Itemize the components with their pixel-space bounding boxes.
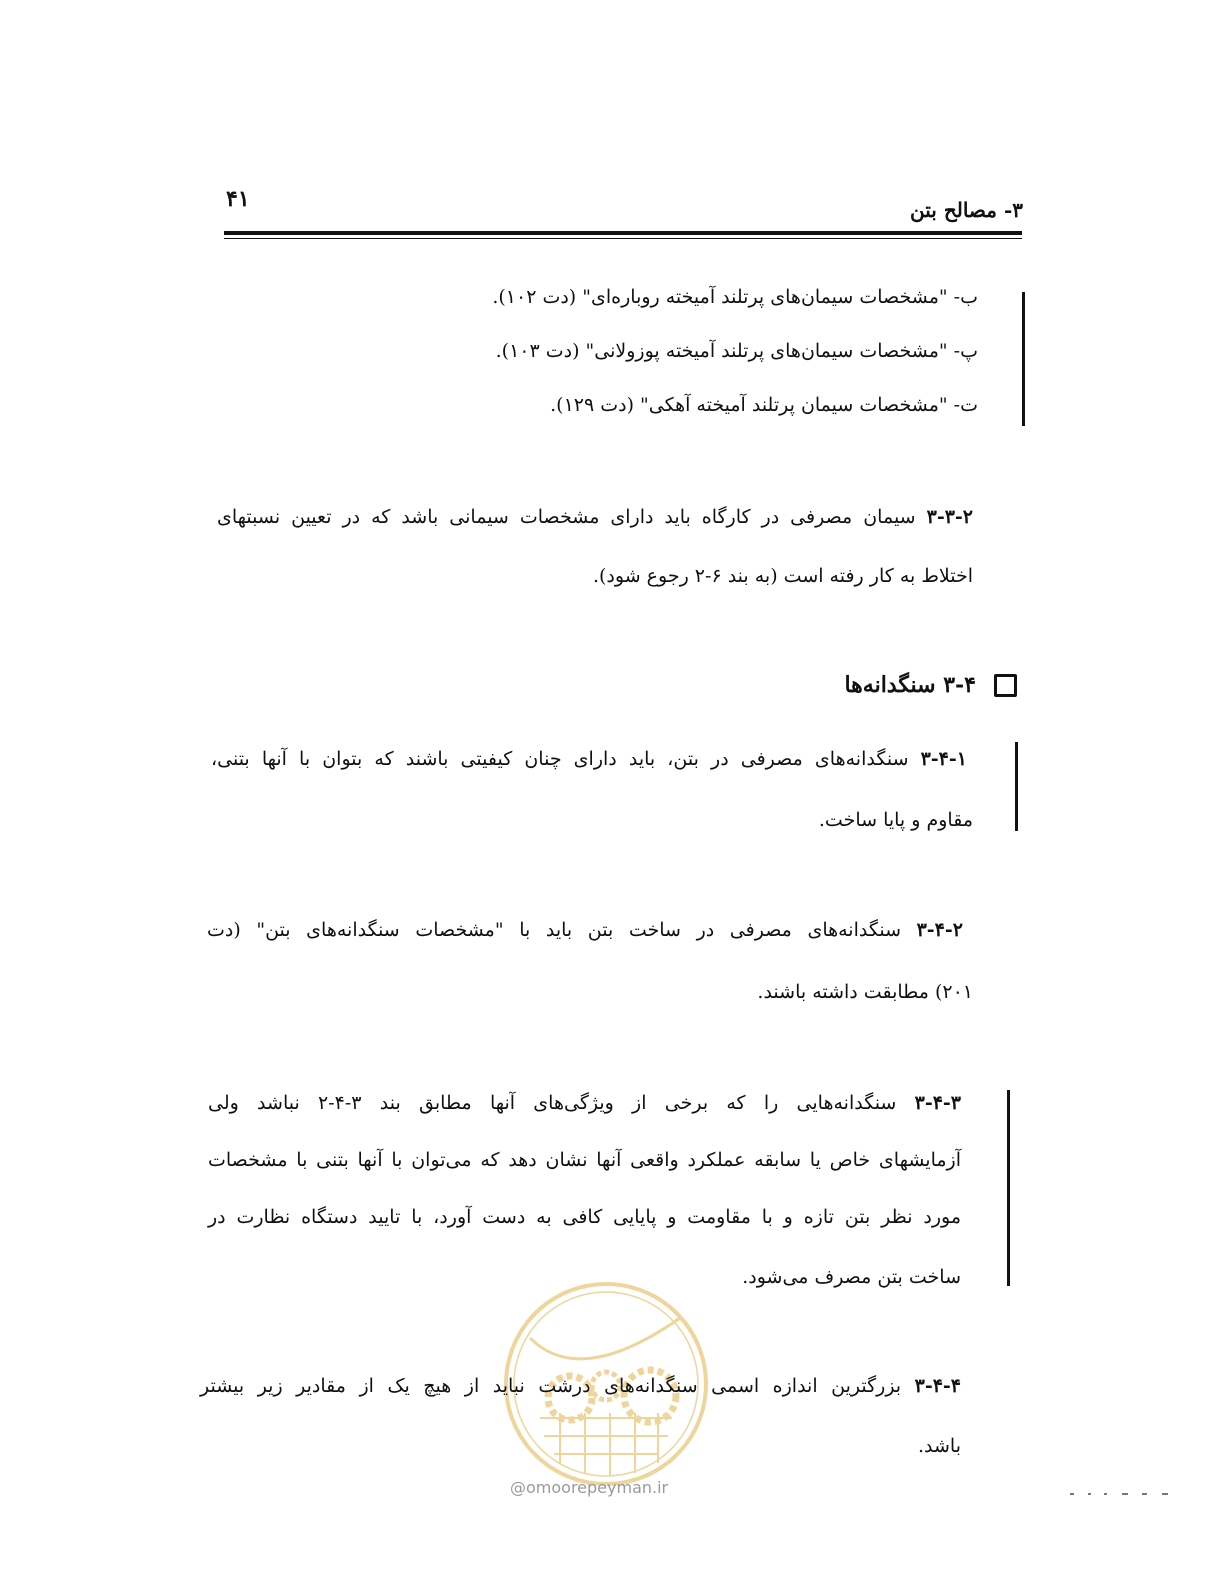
clause-text: سنگدانه‌هایی را که برخی از ویژگی‌های آنها مطابق بند ۳-۴-۲ نباشد ولی	[208, 1092, 897, 1114]
clause-3-3-2-line1	[217, 502, 973, 532]
clause-3-4-4-line1	[200, 1371, 961, 1401]
clause-3-4-3-line1	[208, 1088, 961, 1118]
clause-3-4-1-line1	[211, 744, 967, 774]
change-bar-3-4-1	[1015, 742, 1018, 831]
clause-number: ۳-۴-۲	[916, 919, 963, 941]
clause-number: ۳-۴-۴	[914, 1375, 961, 1397]
page-number: ۴۱	[226, 186, 250, 212]
list-item-p: پ- "مشخصات سیمان‌های پرتلند آمیخته پوزولانی" (دت ۱۰۳).	[495, 340, 978, 362]
section-heading-text: ۳-۴ سنگدانه‌ها	[844, 672, 976, 698]
clause-3-4-2-line1	[207, 915, 963, 945]
clause-3-4-3-line2: آزمایشهای خاص یا سابقه عملکرد واقعی آنها نشان دهد که می‌توان با آنها بتنی با مشخصات	[208, 1149, 961, 1171]
clause-number: ۳-۳-۲	[926, 506, 973, 528]
clause-text: بزرگترین اندازه اسمی سنگدانه‌های درشت نباید از هیچ یک از مقادیر زیر بیشتر	[200, 1375, 902, 1397]
watermark-url: @omoorepeyman.ir	[510, 1478, 669, 1497]
change-bar-3-4-3	[1007, 1090, 1010, 1286]
clause-3-4-2-line2: ۲۰۱) مطابقت داشته باشند.	[757, 981, 973, 1003]
clause-3-3-2-line2: اختلاط به کار رفته است (به بند ۶-۲ رجوع شود).	[592, 565, 973, 587]
clause-text: سیمان مصرفی در کارگاه باید دارای مشخصات سیمانی باشد که در تعیین نسبتهای	[217, 506, 916, 528]
chapter-title: ۳- مصالح بتن	[910, 198, 1023, 222]
list-item-t: ت- "مشخصات سیمان پرتلند آمیخته آهکی" (دت ۱۲۹).	[550, 394, 978, 416]
header-rule-thick	[224, 231, 1022, 235]
clause-text: سنگدانه‌های مصرفی در ساخت بتن باید با "مشخصات سنگدانه‌های بتن" (دت	[207, 919, 901, 941]
clause-number: ۳-۴-۱	[920, 748, 967, 770]
clause-text: سنگدانه‌های مصرفی در بتن، باید دارای چنان کیفیتی باشند که بتوان با آنها بتنی،	[211, 748, 909, 770]
clause-3-4-1-line2: مقاوم و پایا ساخت.	[818, 809, 973, 831]
clause-3-4-3-line4: ساخت بتن مصرف می‌شود.	[742, 1266, 961, 1288]
clause-number: ۳-۴-۳	[914, 1092, 961, 1114]
scan-specks	[1070, 1492, 1170, 1496]
at-icon: @	[510, 1478, 526, 1497]
change-bar-list	[1022, 292, 1025, 426]
list-item-b: ب- "مشخصات سیمان‌های پرتلند آمیخته روباره‌ای" (دت ۱۰۲).	[492, 286, 978, 308]
section-heading	[844, 672, 1017, 698]
clause-3-4-3-line3: مورد نظر بتن تازه و با مقاومت و پایایی کافی به دست آورد، با تایید دستگاه نظارت در	[208, 1206, 961, 1228]
header-rule-thin	[224, 238, 1022, 239]
clause-3-4-4-line2: باشد.	[917, 1435, 961, 1457]
square-bullet-icon	[994, 674, 1017, 697]
